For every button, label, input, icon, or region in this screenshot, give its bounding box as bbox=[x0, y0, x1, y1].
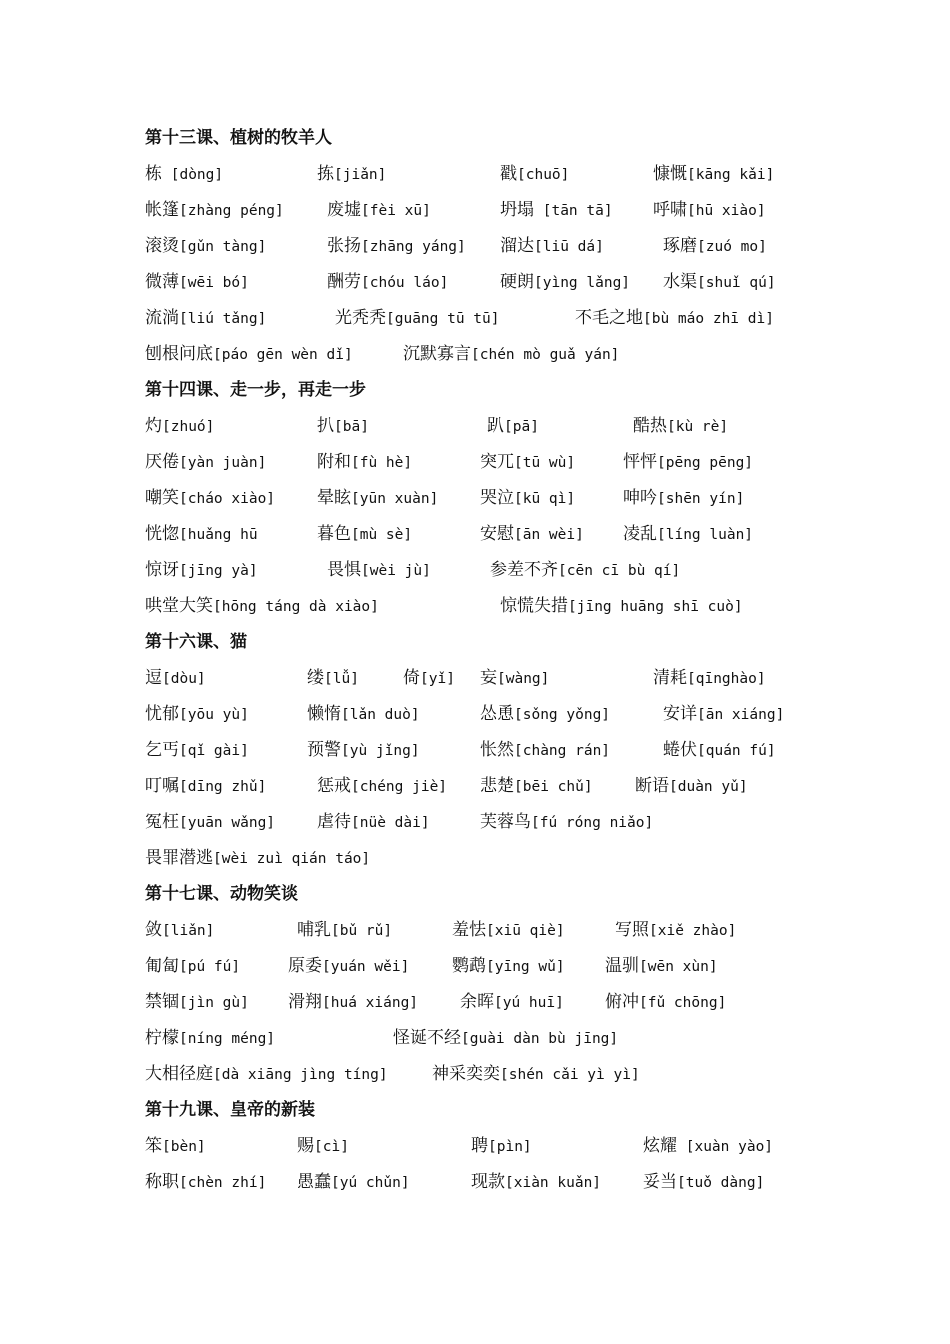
vocab-pinyin: [pēng pēng] bbox=[657, 455, 754, 471]
vocab-row bbox=[145, 228, 845, 264]
vocab-pinyin: [kāng kǎi] bbox=[687, 167, 775, 183]
vocab-pinyin: [yuán wěi] bbox=[322, 959, 410, 975]
vocab-entry bbox=[643, 1128, 773, 1165]
vocab-entry bbox=[500, 156, 569, 193]
vocab-pinyin: [yuān wǎng] bbox=[179, 815, 276, 831]
vocab-entry bbox=[403, 336, 619, 373]
vocab-entry bbox=[145, 444, 266, 481]
vocab-entry bbox=[480, 480, 575, 517]
vocab-entry bbox=[635, 768, 748, 805]
vocab-hanzi: 慷慨 bbox=[653, 164, 687, 184]
vocab-hanzi: 怪诞不经 bbox=[393, 1028, 461, 1048]
vocab-pinyin: [qīnghào] bbox=[687, 671, 766, 687]
vocab-hanzi: 哭泣 bbox=[480, 488, 514, 508]
vocab-entry bbox=[145, 552, 258, 589]
vocab-pinyin: [dà xiāng jìng tíng] bbox=[213, 1067, 388, 1083]
vocab-pinyin: [yīng wǔ] bbox=[486, 959, 565, 975]
vocab-hanzi: 微薄 bbox=[145, 272, 179, 292]
vocab-hanzi: 光秃秃 bbox=[335, 308, 386, 328]
vocab-hanzi: 水渠 bbox=[663, 272, 697, 292]
vocab-hanzi: 拣 bbox=[317, 164, 334, 184]
vocab-hanzi: 趴 bbox=[487, 416, 504, 436]
vocab-entry bbox=[145, 1164, 266, 1201]
vocab-hanzi: 暮色 bbox=[317, 524, 351, 544]
vocab-row bbox=[145, 768, 845, 804]
vocab-entry bbox=[605, 948, 718, 985]
vocab-hanzi: 愚蠢 bbox=[297, 1172, 331, 1192]
lesson-heading: 第十三课、植树的牧羊人 bbox=[145, 128, 332, 148]
vocab-hanzi: 匍匐 bbox=[145, 956, 179, 976]
vocab-pinyin: [ān wèi] bbox=[514, 527, 584, 543]
vocab-entry bbox=[643, 1164, 764, 1201]
vocab-entry bbox=[145, 480, 275, 517]
vocab-row bbox=[145, 1164, 845, 1200]
vocab-entry bbox=[500, 192, 613, 229]
vocab-hanzi: 羞怯 bbox=[452, 920, 486, 940]
vocab-entry bbox=[663, 264, 776, 301]
vocab-pinyin: [yūn xuàn] bbox=[351, 491, 439, 507]
vocab-row bbox=[145, 300, 845, 336]
vocab-entry bbox=[623, 516, 753, 553]
vocab-entry bbox=[623, 480, 744, 517]
vocab-pinyin: [ān xiáng] bbox=[697, 707, 785, 723]
vocab-pinyin: [yú chǔn] bbox=[331, 1175, 410, 1191]
vocab-row bbox=[145, 696, 845, 732]
vocab-entry bbox=[317, 444, 412, 481]
vocab-pinyin: [huǎng hū bbox=[179, 527, 258, 543]
vocab-hanzi: 鹦鹉 bbox=[452, 956, 486, 976]
vocab-pinyin: [jiǎn] bbox=[334, 167, 387, 183]
vocab-pinyin: [chàng rán] bbox=[514, 743, 611, 759]
vocab-pinyin: [xiàn kuǎn] bbox=[505, 1175, 602, 1191]
vocab-pinyin: [cēn cī bù qí] bbox=[558, 563, 681, 579]
vocab-hanzi: 敛 bbox=[145, 920, 162, 940]
vocab-pinyin: [bèn] bbox=[162, 1139, 206, 1155]
vocab-entry bbox=[452, 912, 565, 949]
vocab-hanzi: 哺乳 bbox=[297, 920, 331, 940]
vocab-hanzi: 琢磨 bbox=[663, 236, 697, 256]
vocab-hanzi: 沉默寡言 bbox=[403, 344, 471, 364]
vocab-entry bbox=[480, 696, 610, 733]
lesson-heading: 第十六课、猫 bbox=[145, 632, 247, 652]
vocab-pinyin: [gǔn tàng] bbox=[179, 239, 267, 255]
vocab-row bbox=[145, 660, 845, 696]
vocab-entry bbox=[145, 1020, 275, 1057]
vocab-pinyin: [cháo xiào] bbox=[179, 491, 276, 507]
lesson-heading: 第十四课、走一步，再走一步 bbox=[145, 380, 366, 400]
vocab-pinyin: [tān tā] bbox=[534, 203, 613, 219]
vocab-entry bbox=[393, 1020, 618, 1057]
vocab-entry bbox=[327, 228, 466, 265]
vocab-pinyin: [zhàng péng] bbox=[179, 203, 284, 219]
vocab-entry bbox=[480, 732, 610, 769]
vocab-entry bbox=[145, 768, 266, 805]
vocab-hanzi: 悲楚 bbox=[480, 776, 514, 796]
vocab-pinyin: [fú róng niǎo] bbox=[531, 815, 654, 831]
vocab-pinyin: [fǔ chōng] bbox=[639, 995, 727, 1011]
vocab-pinyin: [pā] bbox=[504, 419, 539, 435]
vocab-row bbox=[145, 408, 845, 444]
vocab-pinyin: [pìn] bbox=[488, 1139, 532, 1155]
vocab-hanzi: 俯冲 bbox=[605, 992, 639, 1012]
vocab-pinyin: [chuō] bbox=[517, 167, 570, 183]
vocab-pinyin: [jīng yà] bbox=[179, 563, 258, 579]
vocab-entry bbox=[575, 300, 774, 337]
vocab-hanzi: 怅然 bbox=[480, 740, 514, 760]
vocab-entry bbox=[145, 408, 214, 445]
vocab-entry bbox=[145, 696, 249, 733]
vocab-pinyin: [nüè dài] bbox=[351, 815, 430, 831]
vocab-entry bbox=[145, 300, 266, 337]
vocab-pinyin: [líng luàn] bbox=[657, 527, 754, 543]
vocab-hanzi: 恍惚 bbox=[145, 524, 179, 544]
vocab-entry bbox=[145, 804, 275, 841]
vocab-pinyin: [kū qì] bbox=[514, 491, 576, 507]
vocab-hanzi: 栋 bbox=[145, 164, 162, 184]
vocab-pinyin: [yǐ] bbox=[420, 671, 455, 687]
vocab-pinyin: [dòu] bbox=[162, 671, 206, 687]
vocab-pinyin: [yìng lǎng] bbox=[534, 275, 631, 291]
vocab-hanzi: 戳 bbox=[500, 164, 517, 184]
vocab-pinyin: [tuǒ dàng] bbox=[677, 1175, 765, 1191]
vocab-hanzi: 叮嘱 bbox=[145, 776, 179, 796]
vocab-pinyin: [yōu yù] bbox=[179, 707, 249, 723]
vocab-pinyin: [chóu láo] bbox=[361, 275, 449, 291]
vocab-row bbox=[145, 336, 845, 372]
vocab-hanzi: 缕 bbox=[307, 668, 324, 688]
vocab-hanzi: 怂恿 bbox=[480, 704, 514, 724]
vocab-row bbox=[145, 588, 845, 624]
vocab-row bbox=[145, 516, 845, 552]
vocab-entry bbox=[297, 912, 392, 949]
vocab-hanzi: 嘲笑 bbox=[145, 488, 179, 508]
vocab-entry bbox=[145, 264, 249, 301]
vocab-hanzi: 突兀 bbox=[480, 452, 514, 472]
vocab-pinyin: [lǚ] bbox=[324, 671, 359, 687]
vocab-hanzi: 惩戒 bbox=[317, 776, 351, 796]
vocab-pinyin: [wèi zuì qián táo] bbox=[213, 851, 371, 867]
vocab-entry bbox=[633, 408, 728, 445]
vocab-entry bbox=[663, 732, 776, 769]
vocab-hanzi: 滚烫 bbox=[145, 236, 179, 256]
vocab-entry bbox=[145, 660, 206, 697]
vocab-hanzi: 硬朗 bbox=[500, 272, 534, 292]
vocab-row bbox=[145, 912, 845, 948]
vocab-entry bbox=[487, 408, 539, 445]
vocab-pinyin: [wēn xùn] bbox=[639, 959, 718, 975]
vocab-hanzi: 畏惧 bbox=[327, 560, 361, 580]
vocab-pinyin: [fèi xū] bbox=[361, 203, 431, 219]
vocab-entry bbox=[480, 660, 549, 697]
vocab-row bbox=[145, 552, 845, 588]
vocab-pinyin: [shēn yín] bbox=[657, 491, 745, 507]
vocab-row bbox=[145, 840, 845, 876]
vocab-pinyin: [duàn yǔ] bbox=[669, 779, 748, 795]
vocab-row bbox=[145, 192, 845, 228]
vocab-row bbox=[145, 480, 845, 516]
vocab-entry bbox=[327, 264, 448, 301]
vocab-entry bbox=[317, 516, 412, 553]
vocab-hanzi: 扒 bbox=[317, 416, 334, 436]
vocab-entry bbox=[288, 984, 418, 1021]
vocab-hanzi: 现款 bbox=[471, 1172, 505, 1192]
vocab-hanzi: 逗 bbox=[145, 668, 162, 688]
vocab-pinyin: [chéng jiè] bbox=[351, 779, 448, 795]
vocab-pinyin: [cì] bbox=[314, 1139, 349, 1155]
vocab-hanzi: 妄 bbox=[480, 668, 497, 688]
vocab-row bbox=[145, 1056, 845, 1092]
vocab-entry bbox=[500, 588, 743, 625]
vocab-pinyin: [sǒng yǒng] bbox=[514, 707, 611, 723]
vocab-entry bbox=[307, 660, 359, 697]
vocab-entry bbox=[460, 984, 564, 1021]
vocab-hanzi: 笨 bbox=[145, 1136, 162, 1156]
vocab-entry bbox=[335, 300, 500, 337]
vocab-entry bbox=[432, 1056, 640, 1093]
vocab-pinyin: [xuàn yào] bbox=[677, 1139, 774, 1155]
vocab-row bbox=[145, 156, 845, 192]
vocab-entry bbox=[297, 1128, 349, 1165]
vocab-pinyin: [shén cǎi yì yì] bbox=[500, 1067, 640, 1083]
vocab-hanzi: 呼啸 bbox=[653, 200, 687, 220]
vocab-pinyin: [tū wù] bbox=[514, 455, 576, 471]
vocab-pinyin: [guài dàn bù jīng] bbox=[461, 1031, 619, 1047]
vocab-hanzi: 灼 bbox=[145, 416, 162, 436]
vocab-pinyin: [wàng] bbox=[497, 671, 550, 687]
vocab-row bbox=[145, 264, 845, 300]
vocab-entry bbox=[653, 660, 766, 697]
vocab-hanzi: 晕眩 bbox=[317, 488, 351, 508]
vocab-pinyin: [páo gēn wèn dǐ] bbox=[213, 347, 353, 363]
vocab-row bbox=[145, 444, 845, 480]
vocab-hanzi: 预警 bbox=[307, 740, 341, 760]
vocab-entry bbox=[663, 696, 784, 733]
vocab-entry bbox=[500, 264, 630, 301]
vocab-entry bbox=[145, 336, 353, 373]
vocab-hanzi: 厌倦 bbox=[145, 452, 179, 472]
vocab-entry bbox=[480, 444, 575, 481]
vocab-entry bbox=[605, 984, 726, 1021]
vocab-hanzi: 断语 bbox=[635, 776, 669, 796]
lesson-heading: 第十七课、动物笑谈 bbox=[145, 884, 298, 904]
vocab-hanzi: 赐 bbox=[297, 1136, 314, 1156]
vocab-hanzi: 帐篷 bbox=[145, 200, 179, 220]
vocab-pinyin: [chèn zhí] bbox=[179, 1175, 267, 1191]
vocab-pinyin: [yù jǐng] bbox=[341, 743, 420, 759]
vocab-entry bbox=[500, 228, 604, 265]
vocab-hanzi: 柠檬 bbox=[145, 1028, 179, 1048]
vocab-entry bbox=[145, 840, 370, 877]
vocab-entry bbox=[145, 192, 284, 229]
vocab-hanzi: 惊慌失措 bbox=[500, 596, 568, 616]
vocab-pinyin: [xiū qiè] bbox=[486, 923, 565, 939]
vocab-hanzi: 温驯 bbox=[605, 956, 639, 976]
vocab-hanzi: 蜷伏 bbox=[663, 740, 697, 760]
vocab-hanzi: 畏罪潜逃 bbox=[145, 848, 213, 868]
vocab-row bbox=[145, 984, 845, 1020]
vocab-pinyin: [wēi bó] bbox=[179, 275, 249, 291]
vocab-row bbox=[145, 732, 845, 768]
vocab-pinyin: [níng méng] bbox=[179, 1031, 276, 1047]
vocab-hanzi: 溜达 bbox=[500, 236, 534, 256]
vocab-entry bbox=[145, 912, 214, 949]
vocab-entry bbox=[480, 516, 584, 553]
vocabulary-document bbox=[145, 120, 845, 1200]
vocab-pinyin: [quán fú] bbox=[697, 743, 776, 759]
vocab-hanzi: 呻吟 bbox=[623, 488, 657, 508]
vocab-entry bbox=[297, 1164, 410, 1201]
vocab-pinyin: [liū dá] bbox=[534, 239, 604, 255]
vocab-entry bbox=[490, 552, 680, 589]
vocab-pinyin: [huá xiáng] bbox=[322, 995, 419, 1011]
vocab-hanzi: 张扬 bbox=[327, 236, 361, 256]
vocab-entry bbox=[452, 948, 565, 985]
vocab-row bbox=[145, 1128, 845, 1164]
vocab-pinyin: [shuǐ qú] bbox=[697, 275, 776, 291]
vocab-hanzi: 废墟 bbox=[327, 200, 361, 220]
vocab-hanzi: 清耗 bbox=[653, 668, 687, 688]
vocab-hanzi: 神采奕奕 bbox=[432, 1064, 500, 1084]
vocab-hanzi: 哄堂大笑 bbox=[145, 596, 213, 616]
vocab-hanzi: 惊讶 bbox=[145, 560, 179, 580]
vocab-hanzi: 懒惰 bbox=[307, 704, 341, 724]
vocab-hanzi: 大相径庭 bbox=[145, 1064, 213, 1084]
vocab-pinyin: [hōng táng dà xiào] bbox=[213, 599, 379, 615]
vocab-pinyin: [yú huī] bbox=[494, 995, 564, 1011]
vocab-hanzi: 不毛之地 bbox=[575, 308, 643, 328]
vocab-pinyin: [fù hè] bbox=[351, 455, 413, 471]
vocab-entry bbox=[145, 1128, 206, 1165]
vocab-entry bbox=[327, 552, 431, 589]
vocab-row bbox=[145, 948, 845, 984]
vocab-hanzi: 酬劳 bbox=[327, 272, 361, 292]
vocab-hanzi: 安慰 bbox=[480, 524, 514, 544]
vocab-hanzi: 刨根问底 bbox=[145, 344, 213, 364]
vocab-pinyin: [lǎn duò] bbox=[341, 707, 420, 723]
vocab-pinyin: [dòng] bbox=[162, 167, 224, 183]
vocab-entry bbox=[471, 1128, 532, 1165]
vocab-pinyin: [bā] bbox=[334, 419, 369, 435]
vocab-pinyin: [qǐ gài] bbox=[179, 743, 249, 759]
vocab-entry bbox=[317, 768, 447, 805]
vocab-hanzi: 滑翔 bbox=[288, 992, 322, 1012]
vocab-pinyin: [chén mò guǎ yán] bbox=[471, 347, 620, 363]
vocab-hanzi: 称职 bbox=[145, 1172, 179, 1192]
vocab-entry bbox=[145, 732, 249, 769]
vocab-pinyin: [jīng huāng shī cuò] bbox=[568, 599, 743, 615]
vocab-hanzi: 余晖 bbox=[460, 992, 494, 1012]
vocab-pinyin: [bù máo zhī dì] bbox=[643, 311, 774, 327]
vocab-entry bbox=[317, 156, 386, 193]
vocab-row bbox=[145, 804, 845, 840]
vocab-hanzi: 安详 bbox=[663, 704, 697, 724]
vocab-pinyin: [zuó mo] bbox=[697, 239, 767, 255]
vocab-entry bbox=[480, 804, 653, 841]
vocab-hanzi: 禁锢 bbox=[145, 992, 179, 1012]
vocab-hanzi: 酷热 bbox=[633, 416, 667, 436]
vocab-hanzi: 虐待 bbox=[317, 812, 351, 832]
vocab-entry bbox=[317, 804, 430, 841]
vocab-pinyin: [mù sè] bbox=[351, 527, 413, 543]
vocab-entry bbox=[145, 588, 379, 625]
vocab-entry bbox=[307, 732, 420, 769]
vocab-hanzi: 冤枉 bbox=[145, 812, 179, 832]
vocab-pinyin: [dīng zhǔ] bbox=[179, 779, 267, 795]
vocab-pinyin: [zhuó] bbox=[162, 419, 215, 435]
vocab-hanzi: 怦怦 bbox=[623, 452, 657, 472]
vocab-pinyin: [liú tǎng] bbox=[179, 311, 267, 327]
vocab-hanzi: 炫耀 bbox=[643, 1136, 677, 1156]
vocab-entry bbox=[145, 516, 258, 553]
vocab-entry bbox=[145, 228, 266, 265]
vocab-entry bbox=[653, 192, 766, 229]
vocab-entry bbox=[327, 192, 431, 229]
vocab-pinyin: [hū xiào] bbox=[687, 203, 766, 219]
vocab-entry bbox=[307, 696, 420, 733]
lesson-heading: 第十九课、皇帝的新装 bbox=[145, 1100, 315, 1120]
vocab-hanzi: 写照 bbox=[615, 920, 649, 940]
vocab-entry bbox=[145, 948, 240, 985]
vocab-entry bbox=[317, 480, 438, 517]
vocab-hanzi: 倚 bbox=[403, 668, 420, 688]
vocab-hanzi: 凌乱 bbox=[623, 524, 657, 544]
vocab-entry bbox=[623, 444, 753, 481]
vocab-pinyin: [bǔ rǔ] bbox=[331, 923, 393, 939]
vocab-pinyin: [pú fú] bbox=[179, 959, 241, 975]
vocab-entry bbox=[145, 1056, 388, 1093]
vocab-hanzi: 芙蓉鸟 bbox=[480, 812, 531, 832]
vocab-row bbox=[145, 1020, 845, 1056]
vocab-hanzi: 流淌 bbox=[145, 308, 179, 328]
vocab-entry bbox=[615, 912, 736, 949]
vocab-pinyin: [xiě zhào] bbox=[649, 923, 737, 939]
vocab-entry bbox=[145, 156, 223, 193]
vocab-hanzi: 参差不齐 bbox=[490, 560, 558, 580]
vocab-pinyin: [jìn gù] bbox=[179, 995, 249, 1011]
vocab-pinyin: [guāng tū tū] bbox=[386, 311, 500, 327]
vocab-pinyin: [bēi chǔ] bbox=[514, 779, 593, 795]
vocab-hanzi: 乞丐 bbox=[145, 740, 179, 760]
vocab-entry bbox=[145, 984, 249, 1021]
vocab-entry bbox=[653, 156, 774, 193]
vocab-pinyin: [yàn juàn] bbox=[179, 455, 267, 471]
vocab-entry bbox=[480, 768, 593, 805]
vocab-entry bbox=[663, 228, 767, 265]
vocab-pinyin: [liǎn] bbox=[162, 923, 215, 939]
vocab-pinyin: [zhāng yáng] bbox=[361, 239, 466, 255]
vocab-hanzi: 坍塌 bbox=[500, 200, 534, 220]
vocab-entry bbox=[403, 660, 455, 697]
vocab-hanzi: 原委 bbox=[288, 956, 322, 976]
vocab-pinyin: [kù rè] bbox=[667, 419, 729, 435]
vocab-entry bbox=[317, 408, 369, 445]
vocab-hanzi: 附和 bbox=[317, 452, 351, 472]
vocab-entry bbox=[288, 948, 409, 985]
vocab-hanzi: 忧郁 bbox=[145, 704, 179, 724]
vocab-hanzi: 妥当 bbox=[643, 1172, 677, 1192]
vocab-pinyin: [wèi jù] bbox=[361, 563, 431, 579]
vocab-entry bbox=[471, 1164, 601, 1201]
vocab-hanzi: 聘 bbox=[471, 1136, 488, 1156]
